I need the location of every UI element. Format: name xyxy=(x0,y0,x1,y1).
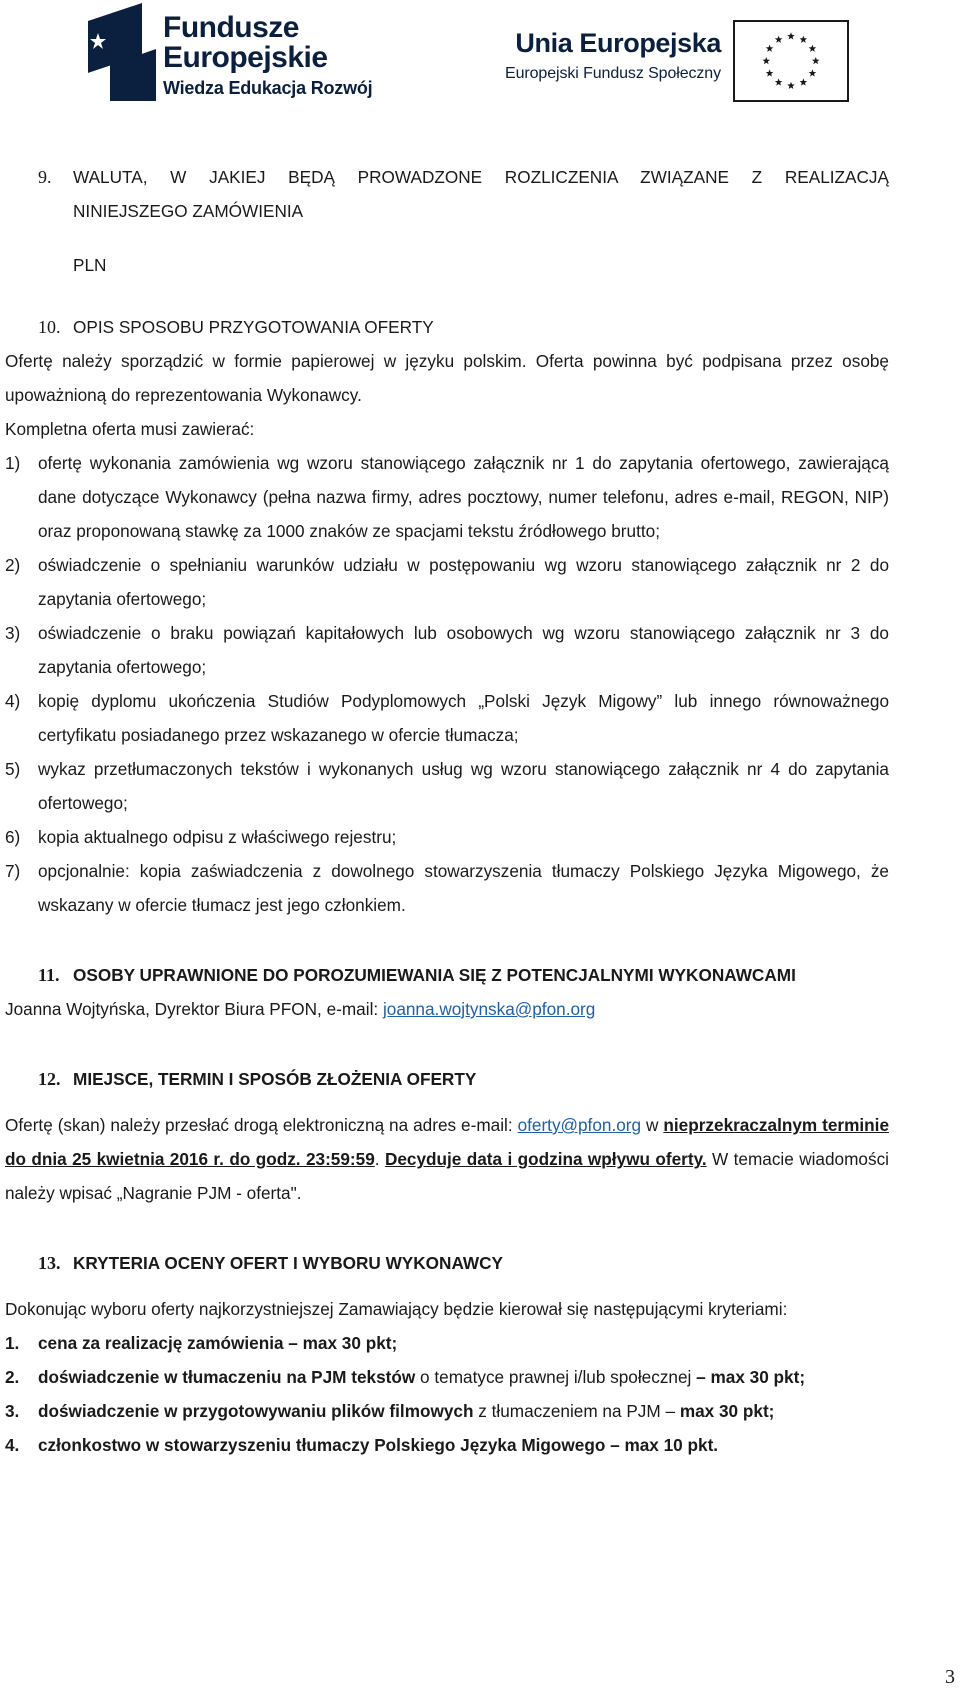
list-item: 6) kopia aktualnego odpisu z właściwego rejestru; xyxy=(5,827,397,847)
section-10-intro: Ofertę należy sporządzić w formie papierowej w języku polskim. Oferta powinna być podpisana przez osobę upoważnioną do reprezentowania Wykonawcy. xyxy=(5,351,889,405)
page-header xyxy=(0,0,960,110)
section-12-number: 12. xyxy=(38,1069,61,1089)
ue-logo-title: Unia Europejska xyxy=(515,28,721,58)
eu-flag-icon xyxy=(733,20,849,102)
section-12-body: Ofertę (skan) należy przesłać drogą elektroniczną na adres e-mail: oferty@pfon.org w nieprzekraczalnym terminie do dnia 25 kwietnia 2016 r. do godz. 23:59:59. Decyduje data i godzina wpływu oferty. W temacie wiadomości należy wpisać „Nagranie PJM - oferta". xyxy=(5,1115,889,1203)
section-9-number: 9. xyxy=(38,167,52,187)
criteria-list xyxy=(5,1326,889,1462)
ue-logo-subtitle: Europejski Fundusz Społeczny xyxy=(505,65,721,82)
section-9-heading xyxy=(5,160,889,228)
fundusze-europejskie-mark-icon xyxy=(88,3,156,101)
section-11-contact: Joanna Wojtyńska, Dyrektor Biura PFON, e-mail: joanna.wojtynska@pfon.org xyxy=(5,999,596,1019)
page-number: 3 xyxy=(945,1666,955,1688)
fe-logo-line1: Fundusze xyxy=(163,11,299,44)
document-body xyxy=(5,160,889,1462)
criteria-item: 3. doświadczenie w przygotowywaniu plików filmowych z tłumaczeniem na PJM – max 30 pkt; xyxy=(5,1401,775,1421)
fe-logo-line3: Wiedza Edukacja Rozwój xyxy=(163,78,373,98)
list-item: 2) oświadczenie o spełnianiu warunków udziału w postępowaniu wg wzoru stanowiącego załącznik nr 2 do zapytania ofertowego; xyxy=(5,555,889,609)
eu-star-icon xyxy=(762,57,770,64)
eu-star-icon xyxy=(800,78,808,85)
offer-email-link[interactable]: oferty@pfon.org xyxy=(517,1115,642,1135)
section-11-number: 11. xyxy=(38,965,60,985)
eu-star-icon xyxy=(787,82,795,89)
section-12-heading xyxy=(5,1062,889,1096)
section-9-title-line2: NINIEJSZEGO ZAMÓWIENIA xyxy=(73,201,304,221)
section-13-heading xyxy=(5,1246,889,1280)
fe-logo-line2: Europejskie xyxy=(163,41,328,74)
eu-star-icon xyxy=(775,36,783,43)
contact-email-link[interactable]: joanna.wojtynska@pfon.org xyxy=(382,999,596,1019)
eu-star-icon xyxy=(809,45,817,52)
eu-star-icon xyxy=(766,45,774,52)
section-10-title: OPIS SPOSOBU PRZYGOTOWANIA OFERTY xyxy=(73,317,434,337)
list-item: 1) ofertę wykonania zamówienia wg wzoru stanowiącego załącznik nr 1 do zapytania ofertowego, zawierającą dane dotyczące Wykonawcy (pełna nazwa firmy, adres pocztowy, numer telefonu, adres e-mail, REGON, NIP) oraz proponowaną stawkę za 1000 znaków ze spacjami tekstu źródłowego brutto; xyxy=(5,453,889,541)
list-item: 5) wykaz przetłumaczonych tekstów i wykonanych usług wg wzoru stanowiącego załącznik nr 4 do zapytania ofertowego; xyxy=(5,759,889,813)
criteria-item: 2. doświadczenie w tłumaczeniu na PJM tekstów o tematyce prawnej i/lub społecznej – max 30 pkt; xyxy=(5,1367,806,1387)
section-10-list xyxy=(5,446,889,922)
section-9-title-line1: WALUTA, W JAKIEJ BĘDĄ PROWADZONE ROZLICZENIA ZWIĄZANE Z REALIZACJĄ xyxy=(73,167,889,187)
section-10-heading xyxy=(5,310,889,344)
unia-europejska-logo xyxy=(463,20,873,102)
section-11-title: OSOBY UPRAWNIONE DO POROZUMIEWANIA SIĘ Z POTENCJALNYMI WYKONAWCAMI xyxy=(73,965,796,985)
list-item: 4) kopię dyplomu ukończenia Studiów Podyplomowych „Polski Język Migowy” lub innego równoważnego certyfikatu posiadanego przez wskazanego w ofercie tłumacza; xyxy=(5,691,889,745)
eu-star-icon xyxy=(812,57,820,64)
section-10-number: 10. xyxy=(38,317,61,337)
list-item: 3) oświadczenie o braku powiązań kapitałowych lub osobowych wg wzoru stanowiącego załącznik nr 3 do zapytania ofertowego; xyxy=(5,623,889,677)
eu-star-icon xyxy=(809,69,817,76)
section-9-value: PLN xyxy=(73,255,107,275)
section-13-title: KRYTERIA OCENY OFERT I WYBORU WYKONAWCY xyxy=(73,1253,504,1273)
section-10-lead: Kompletna oferta musi zawierać: xyxy=(5,419,255,439)
fundusze-europejskie-logo xyxy=(88,3,388,101)
eu-star-icon xyxy=(787,32,795,39)
eu-star-icon xyxy=(775,78,783,85)
criteria-item: 4. członkostwo w stowarzyszeniu tłumaczy Polskiego Języka Migowego – max 10 pkt. xyxy=(5,1435,719,1455)
eu-star-icon xyxy=(766,69,774,76)
section-11-heading xyxy=(5,958,889,992)
eu-star-icon xyxy=(800,36,808,43)
section-13-intro: Dokonując wyboru oferty najkorzystniejszej Zamawiający będzie kierował się następującymi kryteriami: xyxy=(5,1299,788,1319)
section-13-number: 13. xyxy=(38,1253,61,1273)
section-12-title: MIEJSCE, TERMIN I SPOSÓB ZŁOŻENIA OFERTY xyxy=(73,1069,477,1089)
criteria-item: 1. cena za realizację zamówienia – max 30 pkt; xyxy=(5,1333,398,1353)
decides-text: Decyduje data i godzina wpływu oferty. xyxy=(384,1149,707,1169)
list-item: 7) opcjonalnie: kopia zaświadczenia z dowolnego stowarzyszenia tłumaczy Polskiego Języka Migowego, że wskazany w ofercie tłumacz jest jego członkiem. xyxy=(5,861,889,915)
deadline-text: nieprzekraczalnym terminie do dnia 25 kwietnia 2016 r. do godz. 23:59:59 xyxy=(5,1115,889,1169)
